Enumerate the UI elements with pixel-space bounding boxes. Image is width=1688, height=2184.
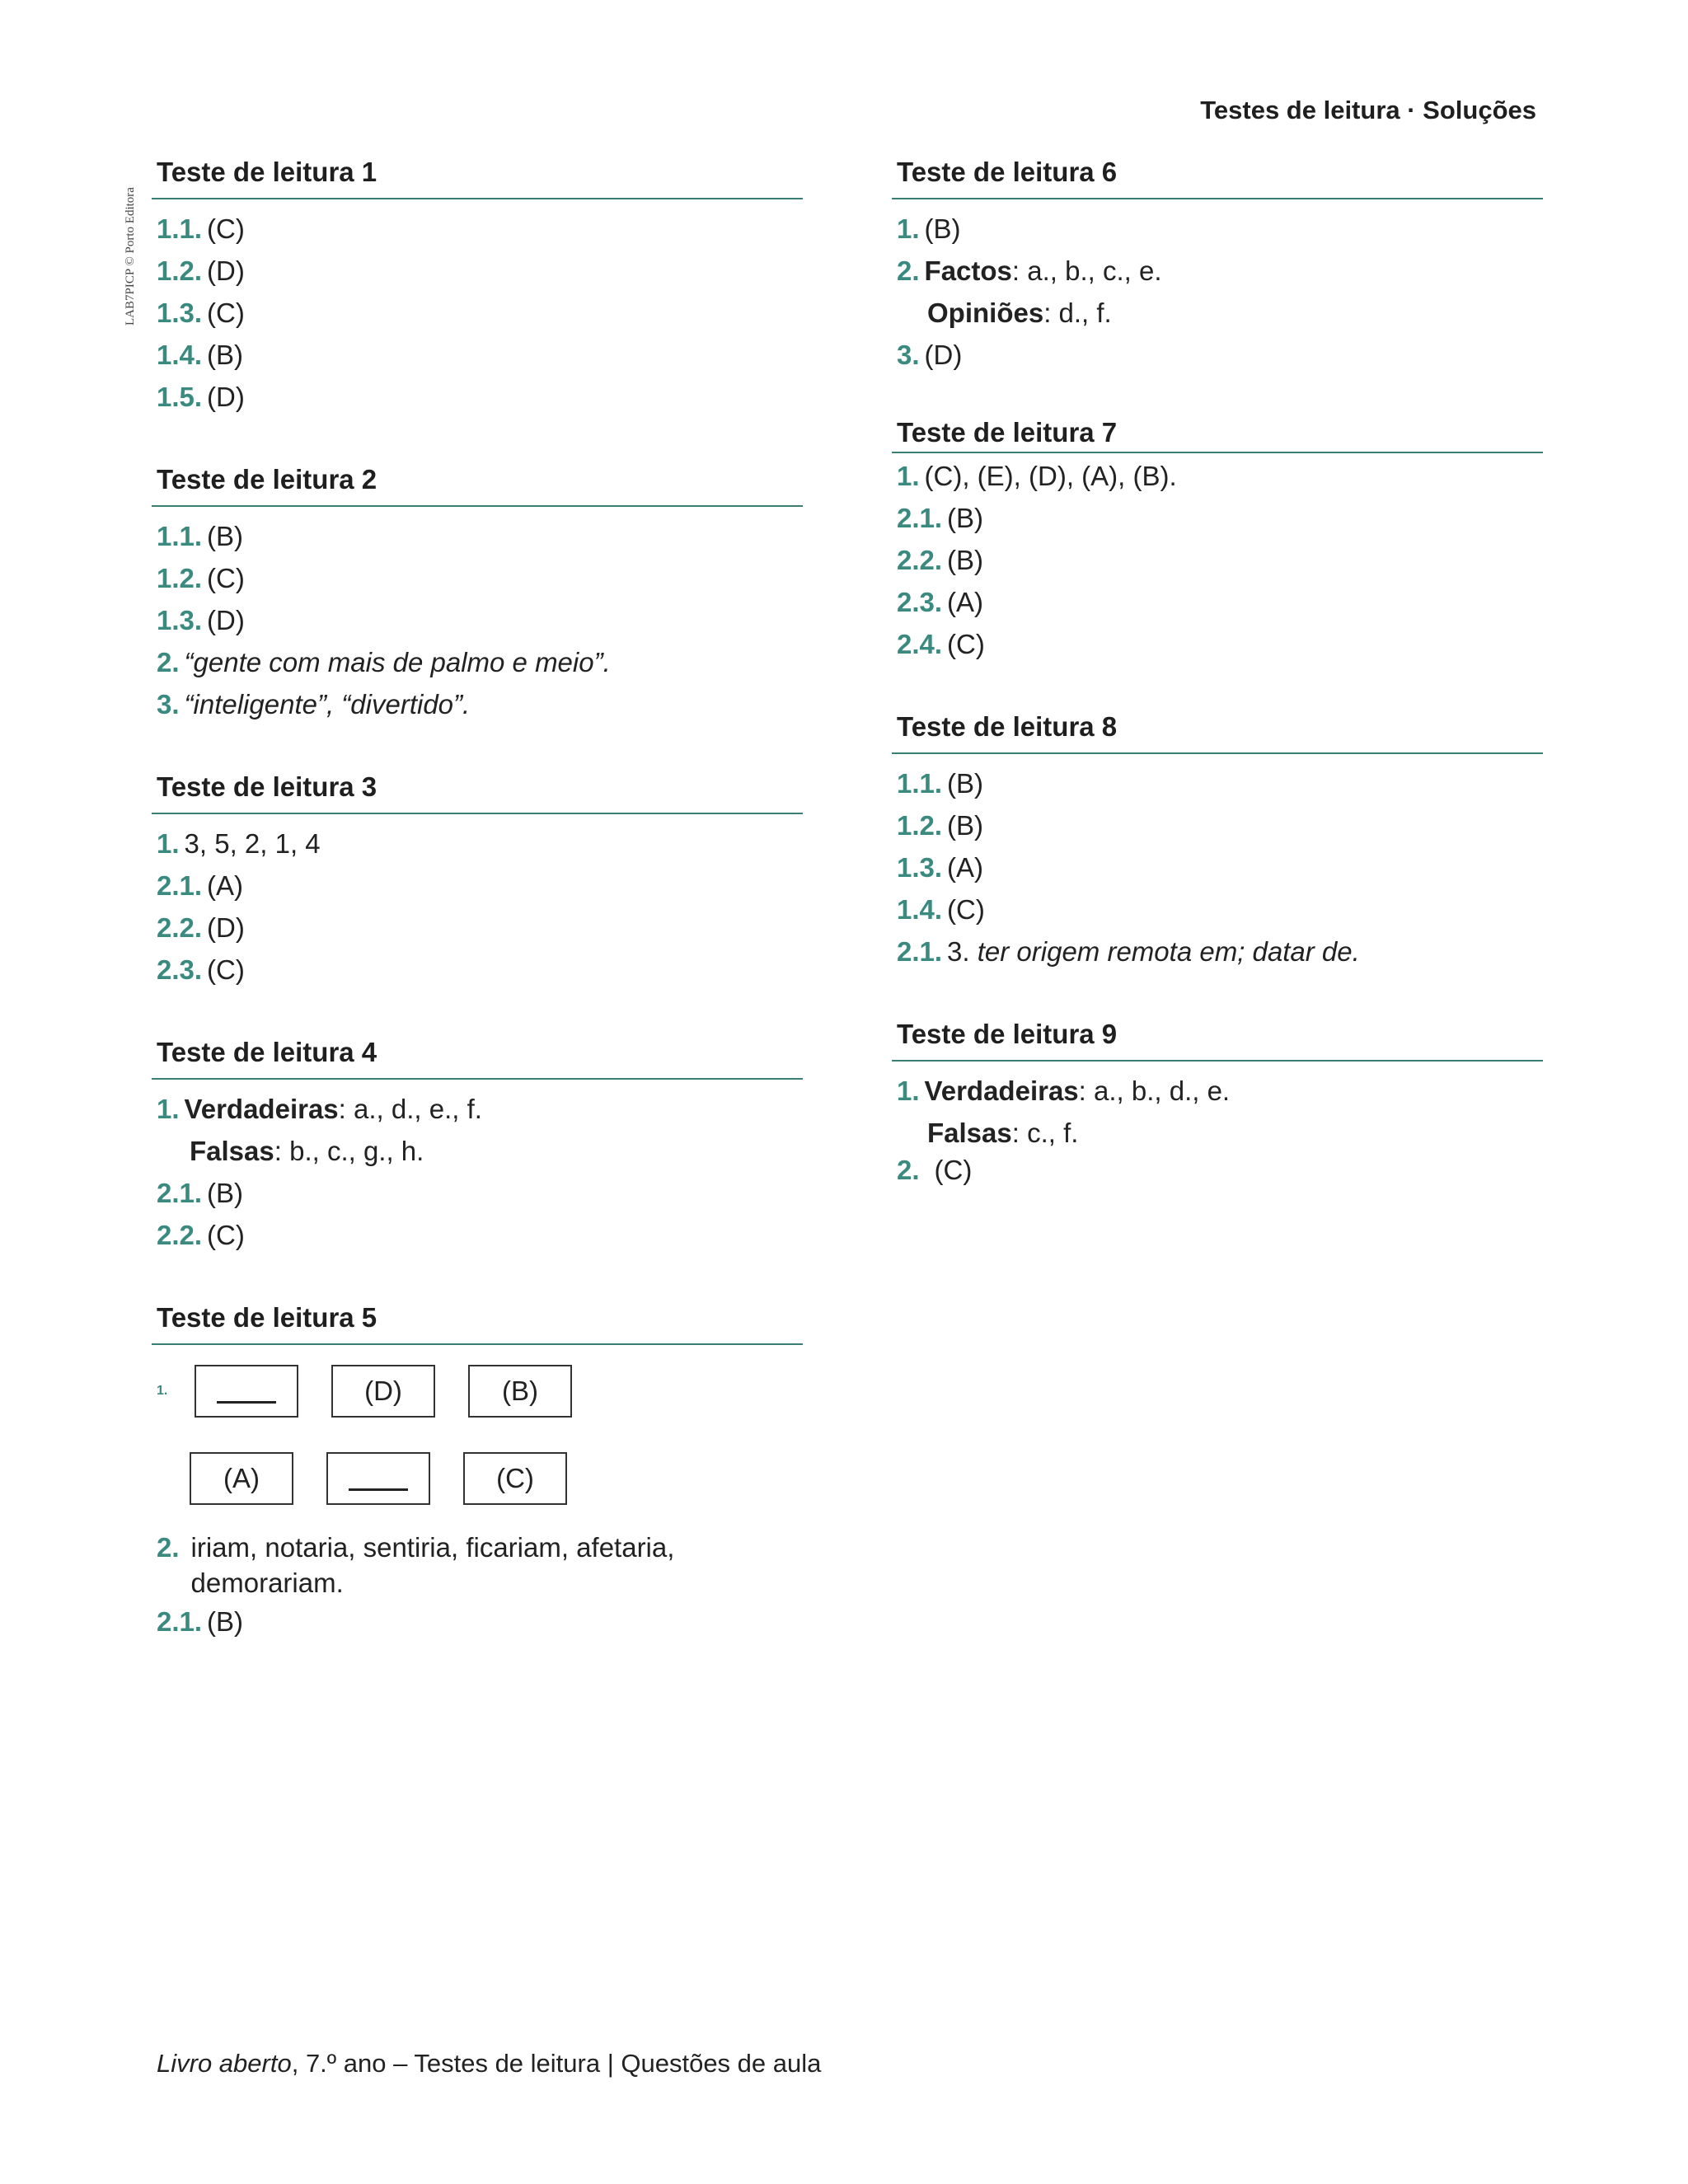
section-title: Teste de leitura 3: [152, 771, 803, 814]
answer-text: “gente com mais de palmo e meio”.: [184, 647, 611, 677]
answer-label: Verdadeiras: [924, 1076, 1079, 1106]
sequence-boxes-row-2: [190, 1452, 803, 1505]
answer-number: 3.: [157, 689, 180, 719]
answer-item: [892, 888, 1543, 930]
sequence-box: (B): [468, 1365, 572, 1418]
answer-item: [892, 250, 1543, 292]
section-title: Teste de leitura 2: [152, 464, 803, 507]
answer-number: 2.: [157, 1532, 180, 1563]
copyright-side-note: LAB7PICP © Porto Editora: [124, 187, 137, 326]
answer-text: : a., d., e., f.: [338, 1094, 482, 1124]
answer-item: [152, 1214, 803, 1256]
answer-number: 2.2.: [897, 545, 943, 575]
answer-text: (B): [207, 521, 244, 551]
answer-number: 1.: [897, 213, 920, 244]
answer-number: 1.2.: [157, 563, 203, 593]
answer-number: 2.3.: [157, 954, 203, 985]
section-title: Teste de leitura 6: [892, 157, 1543, 199]
answer-text: (B): [947, 768, 984, 799]
answer-label: Opiniões: [927, 298, 1044, 328]
answer-label: Factos: [924, 255, 1012, 286]
answer-text: (D): [207, 605, 245, 635]
answer-number: 1.: [897, 1076, 920, 1106]
answer-number: 3.: [897, 340, 920, 370]
answer-number: 2.1.: [897, 503, 943, 533]
answer-number: 1.1.: [157, 213, 203, 244]
answer-number: 2.4.: [897, 629, 943, 659]
answer-item: [892, 804, 1543, 846]
sequence-box-blank: [326, 1452, 430, 1505]
test-1-section: [152, 157, 803, 418]
answer-number: 1.: [157, 1094, 180, 1124]
section-title: Teste de leitura 5: [152, 1302, 803, 1345]
answer-text: : a., b., c., e.: [1011, 255, 1162, 286]
test-3-section: [152, 771, 803, 991]
answer-item: [892, 930, 1543, 972]
answer-text: iriam, notaria, sentiria, ficariam, afetaria, demorariam.: [190, 1532, 675, 1598]
answer-number: 1.3.: [157, 605, 203, 635]
answer-text: (D): [207, 912, 245, 943]
left-column: [152, 157, 803, 1689]
answer-item: [152, 515, 803, 557]
answer-text: (C): [207, 298, 245, 328]
page-header-title: Testes de leitura · Soluções: [1200, 96, 1536, 124]
answer-number: 1.3.: [157, 298, 203, 328]
answer-label: Falsas: [190, 1136, 274, 1166]
answer-item: [152, 376, 803, 418]
answer-number: 1.2.: [897, 810, 943, 841]
section-title: Teste de leitura 7: [892, 417, 1543, 453]
answer-item: [892, 292, 1543, 334]
section-title: Teste de leitura 9: [892, 1019, 1543, 1062]
answer-item: [152, 865, 803, 907]
answer-item: [892, 581, 1543, 623]
section-title: Teste de leitura 1: [152, 157, 803, 199]
answer-number: 2.1.: [897, 936, 943, 967]
sequence-box-blank: [195, 1365, 298, 1418]
answer-number: 1.2.: [157, 255, 203, 286]
sequence-box: (D): [331, 1365, 435, 1418]
answer-item: [152, 641, 803, 683]
test-2-section: [152, 464, 803, 725]
answer-text: (B): [207, 1606, 244, 1637]
answer-number: 2.: [157, 647, 180, 677]
answer-item: [152, 208, 803, 250]
answer-text: : c., f.: [1011, 1118, 1079, 1148]
answer-text: (B): [924, 213, 961, 244]
answer-text: (C): [207, 954, 245, 985]
sequence-boxes-row-1: [157, 1365, 803, 1418]
answer-text: (C): [207, 213, 245, 244]
answer-text: (C), (E), (D), (A), (B).: [924, 461, 1177, 491]
answer-text: (D): [207, 382, 245, 412]
answer-number: 2.: [897, 1155, 920, 1185]
answer-text: (C): [947, 894, 985, 925]
answer-text: (D): [924, 340, 963, 370]
answer-item: [152, 823, 803, 865]
answer-item: [152, 1601, 803, 1643]
answer-number: 1.: [157, 828, 180, 859]
footer-book-title: Livro aberto: [157, 2049, 292, 2078]
answer-item: [152, 557, 803, 599]
page-footer: [157, 2049, 821, 2079]
answer-text: : b., c., g., h.: [274, 1136, 424, 1166]
answer-text: (B): [947, 545, 984, 575]
answer-number: 2.1.: [157, 1606, 203, 1637]
answer-item: [892, 539, 1543, 581]
answer-label: Verdadeiras: [184, 1094, 339, 1124]
answer-text: (B): [207, 1178, 244, 1208]
answer-item: [152, 949, 803, 991]
answer-text: (B): [947, 503, 984, 533]
answer-number: 2.2.: [157, 912, 203, 943]
answer-item: [152, 250, 803, 292]
answer-text: (C): [207, 563, 245, 593]
answer-text: (C): [947, 629, 985, 659]
answer-item: [892, 623, 1543, 665]
test-9-section: [892, 1019, 1543, 1187]
answer-text: (D): [207, 255, 245, 286]
answer-text: (A): [947, 587, 984, 617]
answer-number: 2.2.: [157, 1220, 203, 1250]
answer-number: 1.1.: [157, 521, 203, 551]
answer-text: 3, 5, 2, 1, 4: [184, 828, 321, 859]
answer-number: 2.3.: [897, 587, 943, 617]
test-4-section: [152, 1037, 803, 1256]
answer-text: (B): [947, 810, 984, 841]
answer-item: [892, 846, 1543, 888]
answer-item: [892, 334, 1543, 376]
answer-item: [152, 292, 803, 334]
answer-number: 1.5.: [157, 382, 203, 412]
test-5-section: [152, 1302, 803, 1643]
answer-text: (A): [207, 870, 244, 901]
answer-item: [892, 455, 1543, 497]
answer-text: : a., b., d., e.: [1078, 1076, 1231, 1106]
answer-number: 1.4.: [157, 340, 203, 370]
right-column: [892, 157, 1543, 1233]
answer-text: : d., f.: [1043, 298, 1112, 328]
answer-number: 1.3.: [897, 852, 943, 883]
footer-text: , 7.º ano – Testes de leitura | Questões de aula: [291, 2049, 822, 2078]
answer-text: 3.: [947, 936, 970, 967]
answer-item: [152, 599, 803, 641]
answer-item: [892, 762, 1543, 804]
answer-text: (A): [947, 852, 984, 883]
answer-item: [892, 1112, 1543, 1154]
answer-item: [892, 1070, 1543, 1112]
answer-item: [152, 334, 803, 376]
answer-item: [152, 1088, 803, 1130]
answer-item: [892, 208, 1543, 250]
answer-number: 1.4.: [897, 894, 943, 925]
test-8-section: [892, 711, 1543, 972]
answer-number: 1.: [897, 461, 920, 491]
answer-number: 2.1.: [157, 1178, 203, 1208]
answer-item: [152, 1172, 803, 1214]
answer-label: Falsas: [927, 1118, 1012, 1148]
answer-item: [892, 497, 1543, 539]
answer-item: [152, 1130, 803, 1172]
answer-item: [152, 683, 803, 725]
answer-number: 2.1.: [157, 870, 203, 901]
answer-item: [152, 907, 803, 949]
answer-text: “inteligente”, “divertido”.: [184, 689, 471, 719]
answer-number: 1.1.: [897, 768, 943, 799]
answer-text: (B): [207, 340, 244, 370]
answer-item: [892, 1154, 1543, 1187]
sequence-box: (A): [190, 1452, 293, 1505]
answer-text: (C): [207, 1220, 245, 1250]
answer-number: 2.: [897, 255, 920, 286]
answer-item: [152, 1530, 803, 1601]
answer-text: (C): [934, 1155, 973, 1185]
answer-text-italic: ter origem remota em; datar de.: [977, 936, 1360, 967]
answer-number: 1.: [157, 1384, 168, 1398]
sequence-box: (C): [463, 1452, 567, 1505]
section-title: Teste de leitura 8: [892, 711, 1543, 754]
section-title: Teste de leitura 4: [152, 1037, 803, 1080]
test-6-section: [892, 157, 1543, 376]
test-7-section: [892, 417, 1543, 665]
